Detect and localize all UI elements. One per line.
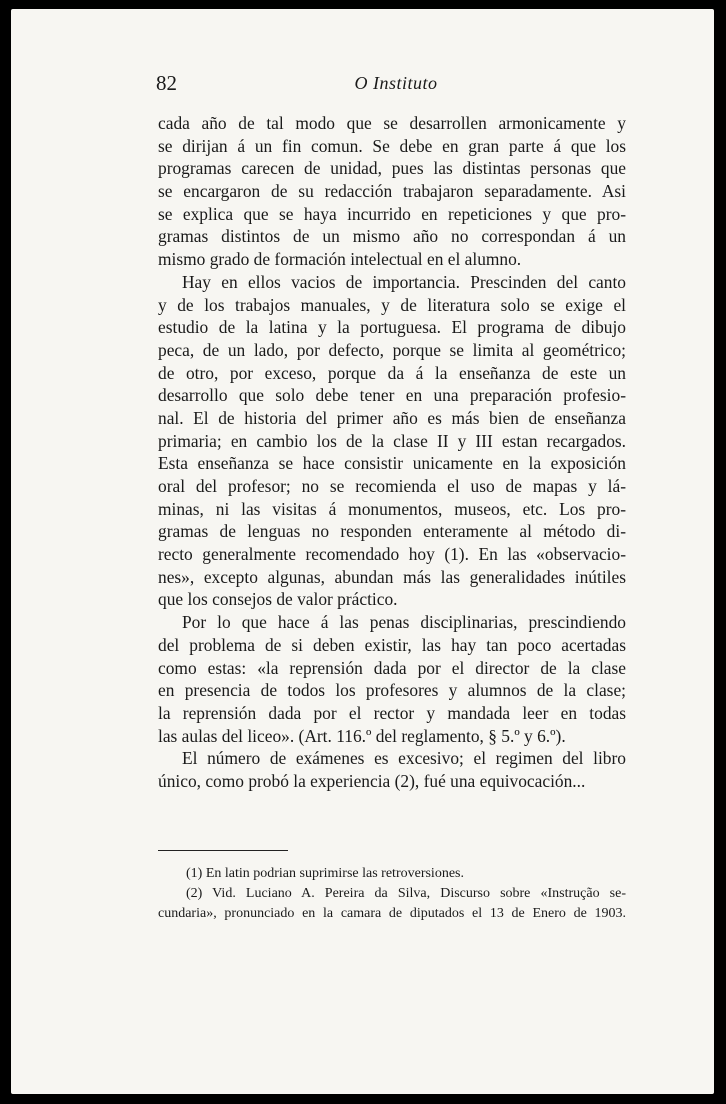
- text-line: se encargaron de su redacción trabajaron separadamente. Asi: [158, 181, 626, 202]
- text-line: gramas distintos de un mismo año no correspondan á un: [158, 226, 626, 247]
- page-number: 82: [156, 71, 177, 95]
- footnote: [158, 864, 626, 884]
- text-line: oral del profesor; no se recomienda el uso de mapas y lá-: [158, 476, 626, 496]
- text-line: mismo grado de formación intelectual en el alumno.: [158, 249, 522, 270]
- footnote-line: (2) Vid. Luciano A. Pereira da Silva, Discurso sobre «Instrução se-: [186, 886, 626, 901]
- text-line: desarrollo que solo debe tener en una preparación profesio-: [158, 385, 626, 406]
- paragraph: [158, 112, 626, 271]
- text-line: único, como probó la experiencia (2), fué una equivocación...: [158, 770, 586, 791]
- text-line: estudio de la latina y la portuguesa. El programa de dibujo: [158, 317, 626, 338]
- text-line: primaria; en cambio los de la clase II y III estan recargados.: [158, 430, 626, 451]
- text-line: Esta enseñanza se hace consistir unicamente en la exposición: [158, 453, 626, 474]
- footnote-divider: [158, 850, 288, 851]
- footnotes: [158, 864, 626, 924]
- text-line: las aulas del liceo». (Art. 116.º del reglamento, § 5.º y 6.º).: [158, 725, 566, 746]
- text-line: peca, de un lado, por defecto, porque se limita al geométrico;: [158, 339, 626, 360]
- text-line: nal. El de historia del primer año es más bien de enseñanza: [158, 407, 626, 428]
- body-text: [158, 112, 626, 793]
- text-line: gramas de lenguas no responden enteramente al método di-: [158, 521, 626, 542]
- text-line: recto generalmente recomendado hoy (1). En las «observacio-: [158, 544, 626, 565]
- text-line: de otro, por exceso, porque da á la enseñanza de este un: [158, 362, 626, 383]
- running-title: O Instituto: [354, 73, 438, 93]
- footnote: [158, 884, 626, 924]
- text-line: del problema de si deben existir, las hay tan poco acertadas: [158, 634, 626, 655]
- footnote-line: (1) En latin podrian suprimirse las retroversiones.: [186, 866, 464, 881]
- text-line: nes», excepto algunas, abundan más las generalidades inútiles: [158, 566, 626, 587]
- text-line: minas, ni las visitas á monumentos, museos, etc. Los pro-: [158, 498, 626, 519]
- text-line: Por lo que hace á las penas disciplinarias, prescindiendo: [182, 612, 626, 633]
- paragraph: [158, 747, 626, 792]
- text-line: se explica que se haya incurrido en repeticiones y que pro-: [158, 203, 626, 224]
- text-line: en presencia de todos los profesores y alumnos de la clase;: [158, 680, 626, 701]
- page-header: [156, 71, 636, 101]
- text-line: programas carecen de unidad, pues las distintas personas que: [158, 158, 626, 179]
- text-line: se dirijan á un fin comun. Se debe en gran parte á que los: [158, 135, 626, 156]
- text-line: Hay en ellos vacios de importancia. Prescinden del canto: [182, 271, 626, 292]
- footnote-line: cundaria», pronunciado en la camara de diputados el 13 de Enero de 1903.: [158, 906, 626, 921]
- text-line: y de los trabajos manuales, y de literatura solo se exige el: [158, 294, 626, 315]
- text-line: la reprensión dada por el rector y mandada leer en todas: [158, 702, 626, 723]
- text-line: como estas: «la reprensión dada por el director de la clase: [158, 657, 626, 678]
- text-line: cada año de tal modo que se desarrollen armonicamente y: [158, 113, 626, 133]
- paragraph: [158, 271, 626, 611]
- text-line: que los consejos de valor práctico.: [158, 589, 398, 610]
- paragraph: [158, 611, 626, 747]
- text-line: El número de exámenes es excesivo; el regimen del libro: [182, 748, 626, 769]
